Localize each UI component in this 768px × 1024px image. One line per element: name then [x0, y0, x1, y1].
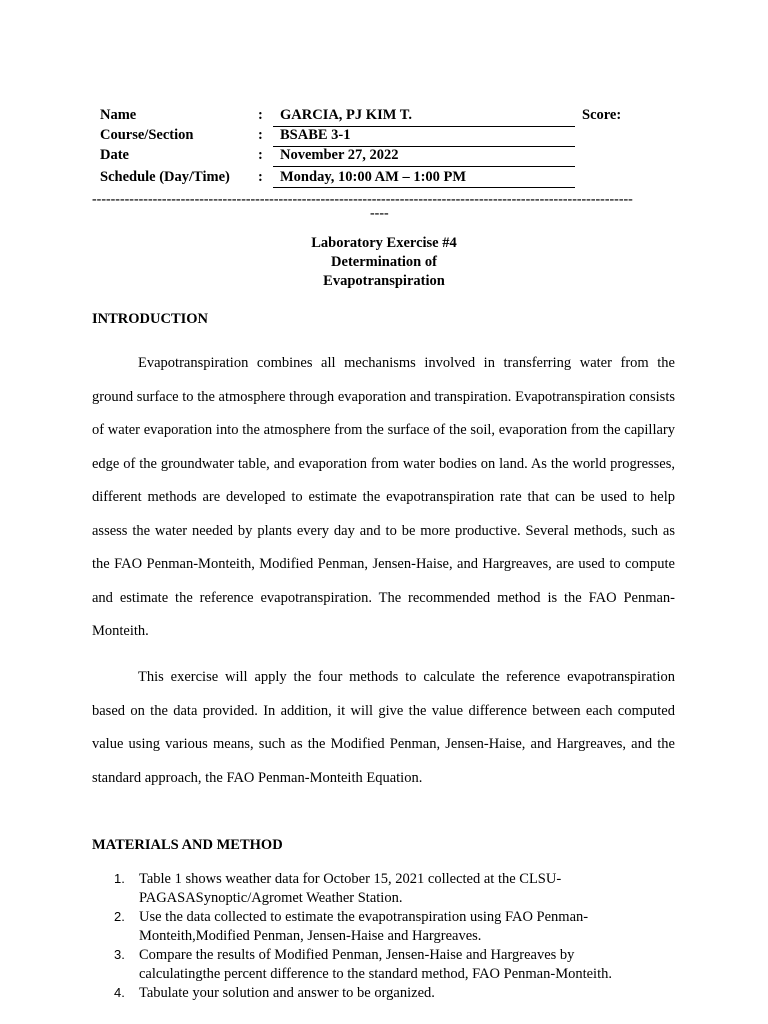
method-step — [92, 984, 652, 1003]
dashed-separator: -------------------------------------------------------------------------------------------------------------------- — [92, 192, 633, 207]
schedule-value: Monday, 10:00 AM – 1:00 PM — [280, 169, 467, 185]
date-colon: : — [258, 147, 263, 163]
date-label: Date — [100, 147, 129, 163]
score-label: Score: — [582, 107, 622, 123]
step-text: Compare the results of Modified Penman, Jensen-Haise and Hargreaves by calculatingthe percent difference to the standard method, FAO Penman-Monteith. — [139, 947, 612, 982]
name-colon: : — [258, 107, 263, 123]
name-value: GARCIA, PJ KIM T. — [280, 107, 412, 123]
introduction-paragraph-1: Evapotranspiration combines all mechanisms involved in transferring water from the ground surface to the atmosphere through evaporation and transpiration. Evapotranspiration consists of water evaporation into the atmosphere from the surface of the soil, evaporation from the capillary edge of the groundwater table, and evaporation from water bodies on land. As the world progresses, different methods are developed to estimate the evapotranspiration rate that can be used to help assess the water needed by plants every day and to be more productive. Several methods, such as the FAO Penman-Monteith, Modified Penman, Jensen-Haise, and Hargreaves, are used to compute and estimate the reference evapotranspiration. The recommended method is the FAO Penman-Monteith. — [92, 355, 675, 639]
method-step — [92, 908, 652, 945]
schedule-colon: : — [258, 169, 263, 185]
schedule-label: Schedule (Day/Time) — [100, 169, 230, 185]
step-number: 2. — [114, 909, 125, 924]
method-steps-list — [92, 870, 652, 1004]
name-label: Name — [100, 107, 137, 123]
step-text: Table 1 shows weather data for October 15, 2021 collected at the CLSU-PAGASASynoptic/Agromet Weather Station. — [139, 871, 562, 906]
step-number: 4. — [114, 985, 125, 1000]
step-number: 1. — [114, 871, 125, 886]
course-label: Course/Section — [100, 127, 194, 143]
schedule-underline — [273, 187, 575, 188]
method-step — [92, 870, 652, 907]
dashed-separator-tail: ---- — [370, 206, 389, 221]
exercise-topic: Evapotranspiration — [323, 273, 445, 289]
course-colon: : — [258, 127, 263, 143]
exercise-title: Laboratory Exercise #4 — [311, 235, 457, 251]
step-text: Tabulate your solution and answer to be organized. — [139, 985, 435, 1001]
materials-heading: MATERIALS AND METHOD — [92, 837, 283, 853]
course-value: BSABE 3-1 — [280, 127, 351, 143]
date-value: November 27, 2022 — [280, 147, 399, 163]
introduction-heading: INTRODUCTION — [92, 311, 209, 327]
introduction-paragraph-2: This exercise will apply the four methods to calculate the reference evapotranspiration based on the data provided. In addition, it will give the value difference between each computed value using various means, such as the Modified Penman, Jensen-Haise, and Hargreaves, and the standard approach, the FAO Penman-Monteith Equation. — [92, 669, 675, 786]
exercise-subtitle: Determination of — [331, 254, 437, 270]
method-step — [92, 946, 652, 983]
step-number: 3. — [114, 947, 125, 962]
step-text: Use the data collected to estimate the evapotranspiration using FAO Penman-Monteith,Modified Penman, Jensen-Haise and Hargreaves. — [139, 909, 589, 944]
